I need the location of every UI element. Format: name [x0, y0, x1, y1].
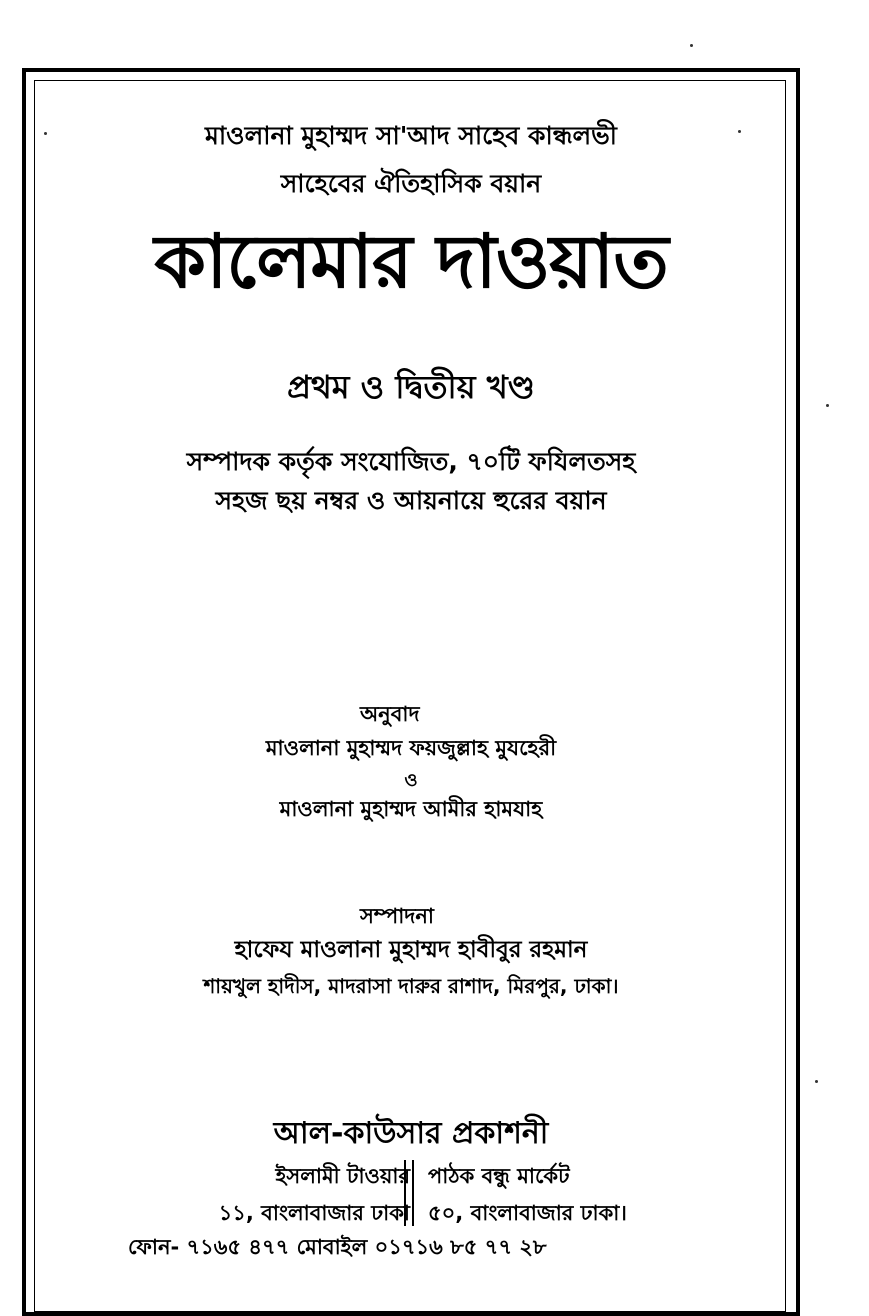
publisher-phone: ফোন- ৭১৬৫ ৪৭৭ মোবাইল ০১৭১৬ ৮৫ ৭৭ ২৮	[128, 1235, 547, 1259]
volume-subtitle: প্রথম ও দ্বিতীয় খণ্ড	[287, 368, 535, 406]
paper-speck	[826, 404, 829, 407]
translator-1: মাওলানা মুহাম্মদ ফয়জুল্লাহ মুযহেরী	[265, 736, 557, 760]
address-left-line-1: ইসলামী টাওয়ার	[275, 1164, 410, 1188]
book-title: কালেমার দাওয়াত	[154, 219, 668, 305]
description-line-2: সহজ ছয় নম্বর ও আয়নায়ে হুরের বয়ান	[215, 486, 607, 515]
address-divider	[404, 1160, 414, 1226]
address-left-line-2: ১১, বাংলাবাজার ঢাকা	[218, 1201, 410, 1225]
editor-name: হাফেয মাওলানা মুহাম্মদ হাবীবুর রহমান	[234, 937, 588, 963]
translator-conjunction: ও	[404, 770, 418, 791]
editing-heading: সম্পাদনা	[360, 904, 434, 928]
author-line-2: সাহেবের ঐতিহাসিক বয়ান	[280, 169, 542, 198]
translator-2: মাওলানা মুহাম্মদ আমীর হামযাহ	[279, 797, 543, 821]
address-right-line-1: পাঠক বন্ধু মার্কেট	[428, 1164, 570, 1188]
translation-heading: অনুবাদ	[360, 702, 420, 726]
description-line-1: সম্পাদক কর্তৃক সংযোজিত, ৭০টি ফযিলতসহ	[186, 447, 636, 476]
paper-speck	[44, 132, 47, 135]
author-line-1: মাওলানা মুহাম্মদ সা'আদ সাহেব কান্ধলভী	[205, 121, 617, 150]
editor-detail: শায়খুল হাদীস, মাদরাসা দারুর রাশাদ, মিরপুর, ঢাকা।	[203, 974, 619, 998]
paper-speck	[690, 44, 693, 47]
address-right-line-2: ৫০, বাংলাবাজার ঢাকা।	[428, 1201, 627, 1225]
paper-speck	[815, 1080, 818, 1083]
paper-speck	[738, 130, 741, 133]
publisher-name: আল-কাউসার প্রকাশনী	[273, 1116, 549, 1151]
